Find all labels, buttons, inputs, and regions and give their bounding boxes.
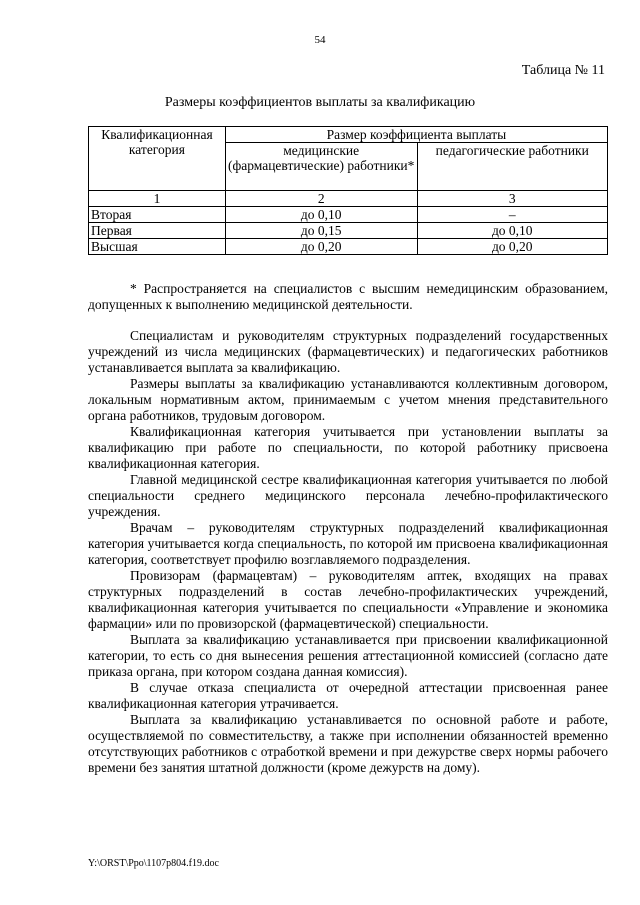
body-text <box>88 328 608 776</box>
header-coefficient: Размер коэффициента выплаты <box>225 127 607 143</box>
footnote <box>88 281 608 313</box>
paragraph: Главной медицинской сестре квалификационная категория учитывается по любой специальности среднего медицинского персонала лечебно-профилактического учреждения. <box>88 472 608 519</box>
paragraph: Выплата за квалификацию устанавливается при присвоении квалификационной категории, то есть со дня вынесения решения аттестационной комиссией (согласно дате приказа органа, при котором создана данная комиссия). <box>88 632 608 679</box>
header-category: Квалификационная категория <box>89 127 226 191</box>
paragraph: Размеры выплаты за квалификацию устанавливаются коллективным договором, локальным нормативным актом, принимаемым с учетом мнения представительного органа работников, трудовым договором. <box>88 376 608 423</box>
row-category: Высшая <box>89 239 226 255</box>
table-header-row <box>89 127 608 143</box>
coefficient-table <box>88 126 608 255</box>
paragraph: В случае отказа специалиста от очередной аттестации присвоенная ранее квалификационная категория утрачивается. <box>88 680 608 711</box>
column-number: 3 <box>417 191 608 207</box>
table-row <box>89 239 608 255</box>
table-label: Таблица № 11 <box>521 63 605 78</box>
table-row <box>89 223 608 239</box>
table-title: Размеры коэффициентов выплаты за квалификацию <box>164 95 476 110</box>
row-pedagogical: до 0,10 <box>417 223 608 239</box>
row-medical: до 0,10 <box>225 207 417 223</box>
header-medical: медицинские (фармацевтические) работники* <box>225 143 417 191</box>
table-number-row <box>89 191 608 207</box>
paragraph: Врачам – руководителям структурных подразделений квалификационная категория учитывается когда специальность, по которой им присвоена квалификационная категория, соответствует профилю возглавляемого подразделения. <box>88 520 608 567</box>
footnote-text: * Распространяется на специалистов с высшим немедицинским образованием, допущенных к выполнению медицинской деятельности. <box>88 281 608 312</box>
row-pedagogical: – <box>417 207 608 223</box>
paragraph: Специалистам и руководителям структурных подразделений государственных учреждений из числа медицинских (фармацевтических) и педагогических работников устанавливается выплата за квалификацию. <box>88 328 608 375</box>
page-number: 54 <box>314 34 326 46</box>
header-pedagogical: педагогические работники <box>417 143 608 191</box>
row-medical: до 0,20 <box>225 239 417 255</box>
row-category: Вторая <box>89 207 226 223</box>
row-pedagogical: до 0,20 <box>417 239 608 255</box>
paragraph: Квалификационная категория учитывается при установлении выплаты за квалификацию при работе по специальности, по которой работнику присвоена квалификационная категория. <box>88 424 608 471</box>
column-number: 1 <box>89 191 226 207</box>
row-medical: до 0,15 <box>225 223 417 239</box>
paragraph: Выплата за квалификацию устанавливается по основной работе и работе, осуществляемой по совместительству, а также при исполнении обязанностей временно отсутствующих работников с отработкой времени и при дежурстве сверх нормы рабочего времени без занятия штатной должности (кроме дежурств на дому). <box>88 712 608 775</box>
column-number: 2 <box>225 191 417 207</box>
paragraph: Провизорам (фармацевтам) – руководителям аптек, входящих на правах структурных подразделений в состав лечебно-профилактических учреждений, квалификационная категория учитывается по специальности «Управление и экономика фармации» или по провизорской (фармацевтической) специальности. <box>88 568 608 631</box>
footer-file-path: Y:\ORST\Ppo\1107p804.f19.doc <box>88 858 219 869</box>
table-row <box>89 207 608 223</box>
row-category: Первая <box>89 223 226 239</box>
